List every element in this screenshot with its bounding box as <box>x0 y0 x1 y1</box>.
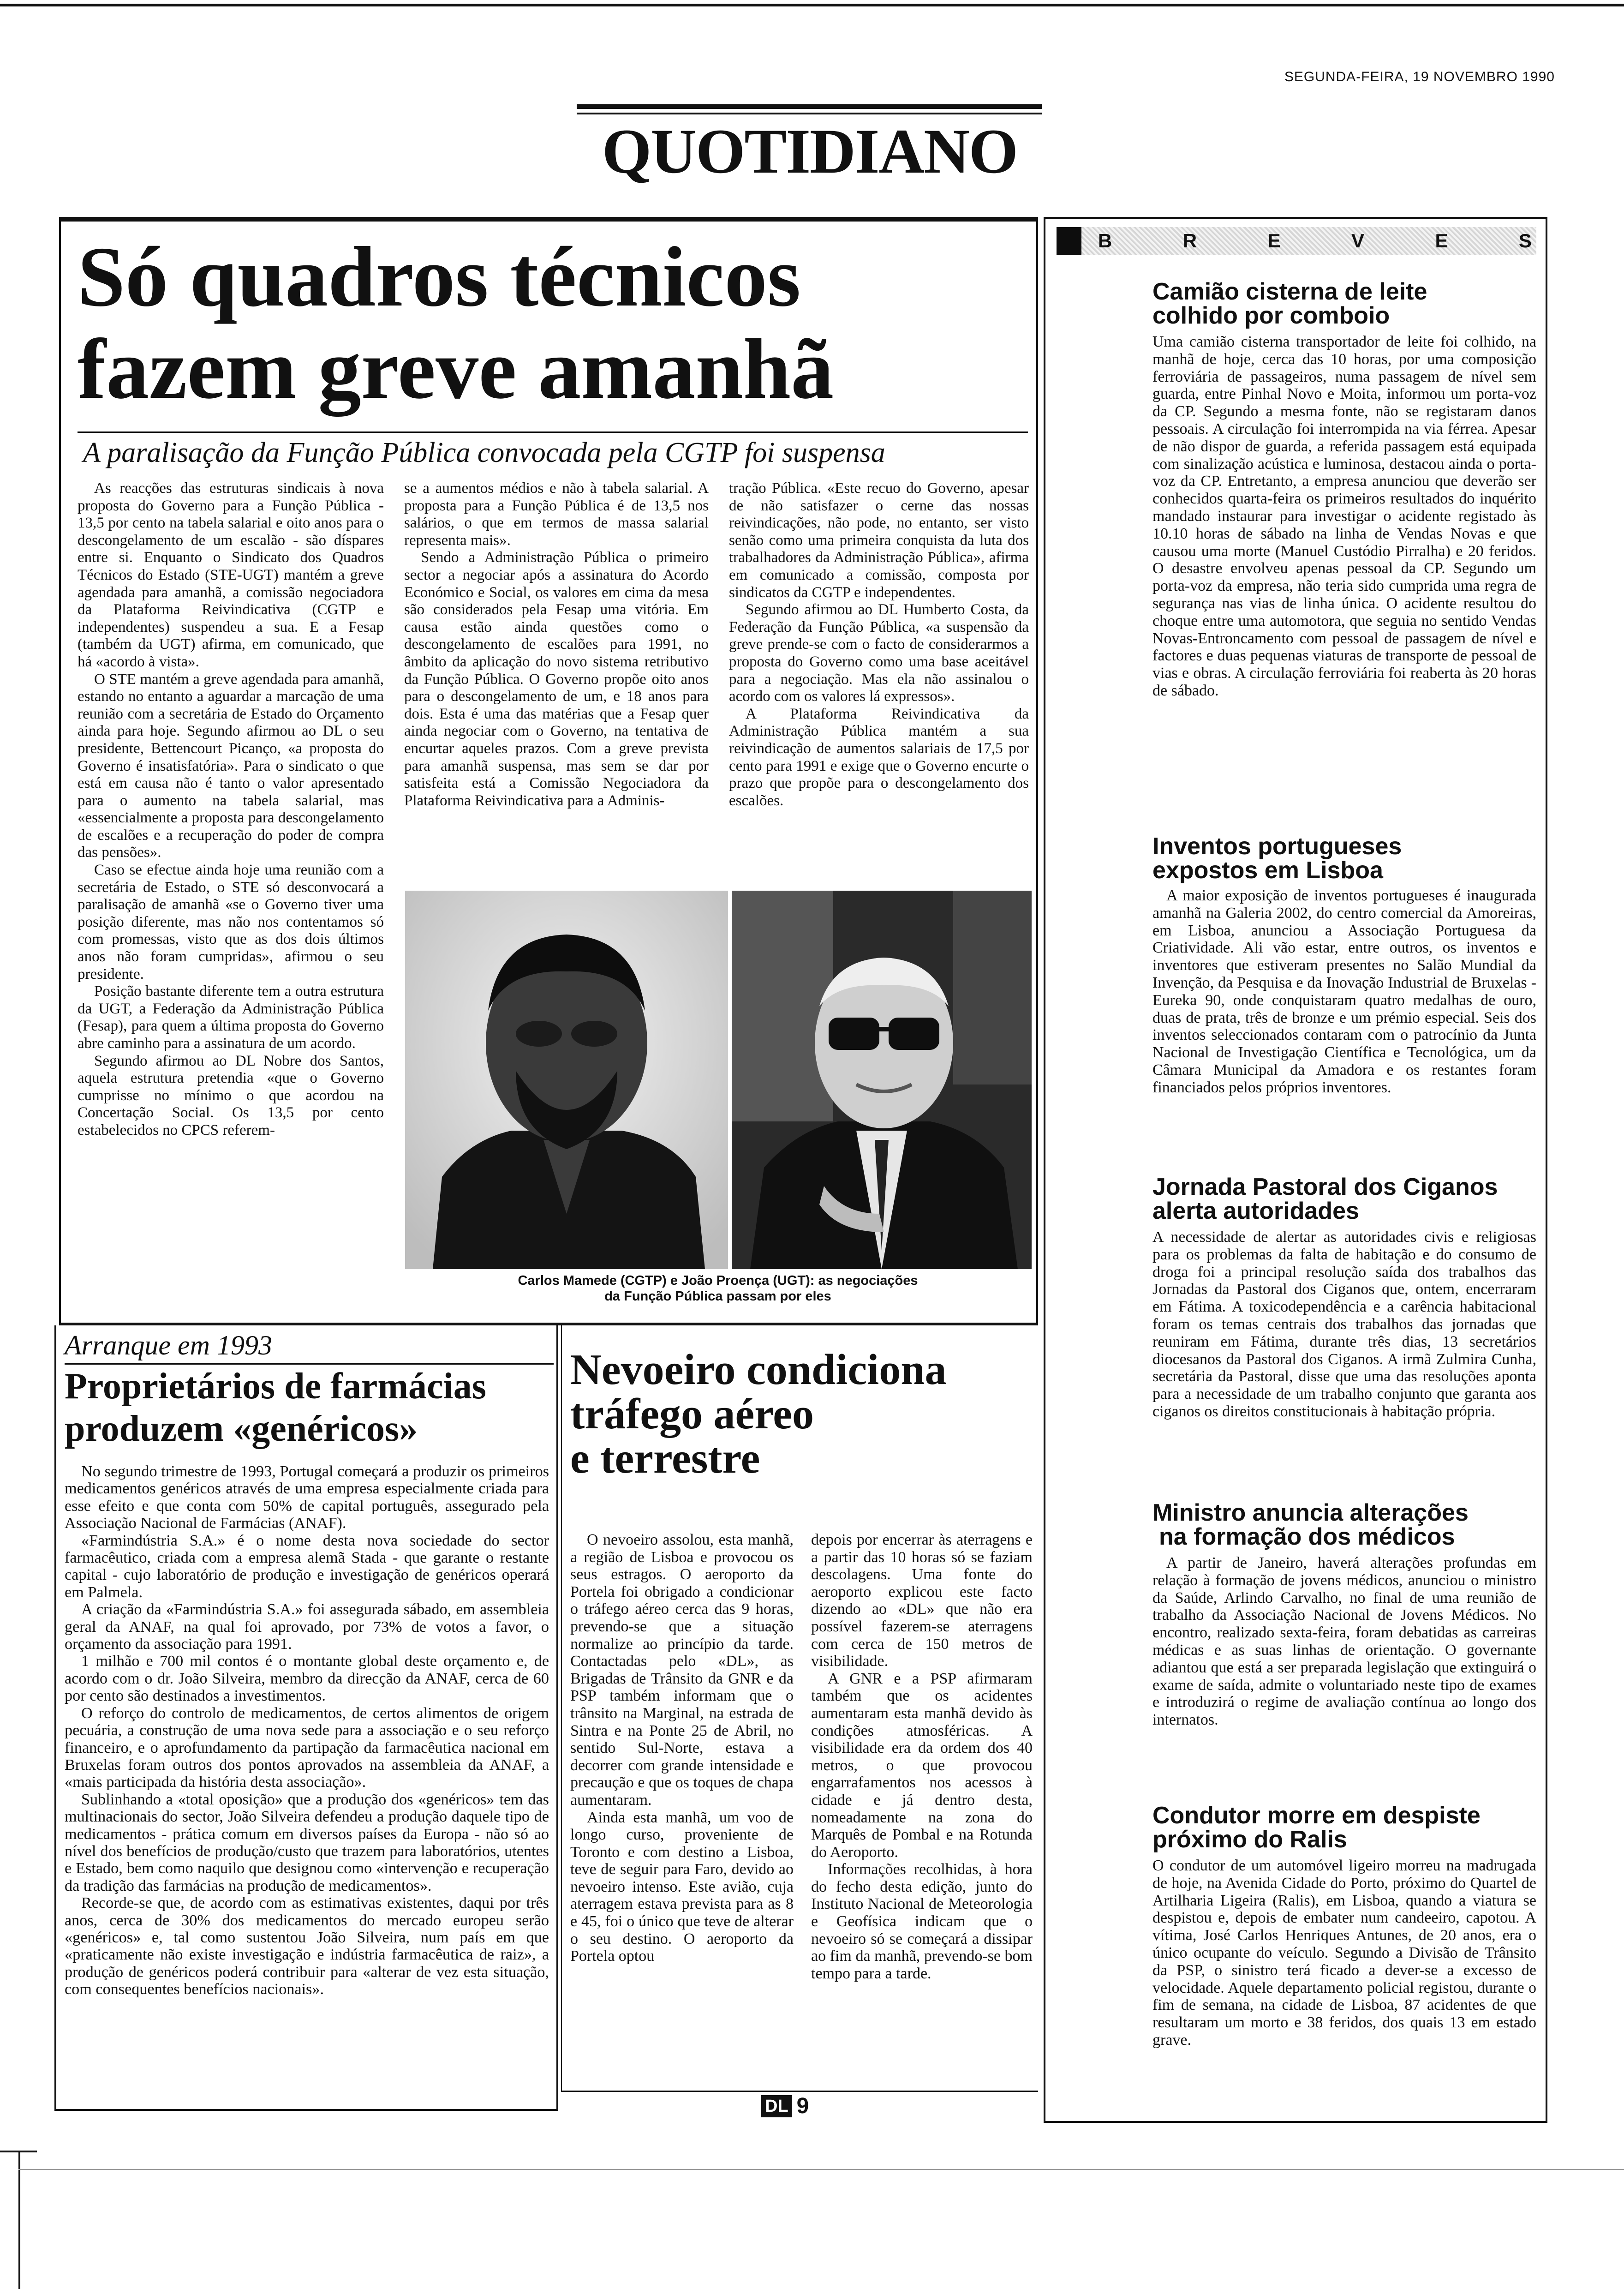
brief-title-line-1: Camião cisterna de leite <box>1152 278 1427 305</box>
brief-item <box>1152 834 1536 884</box>
masthead-rule-thin <box>577 113 1042 114</box>
paragraph: Recorde-se que, de acordo com as estimativas existentes, daqui por três anos, cerca de 30% dos medicamentos do mercado europeu serão «genéricos» e, tal como sustentou João Silveira, num país em que «praticamente não existe investigação e indústria farmacêutica de raiz», a produção de genéricos poderá contribuir para «alterar de vez esta situação, com consequentes benefícios nacionais». <box>65 1894 549 1998</box>
paragraph: A GNR e a PSP afirmaram também que os acidentes aumentaram esta manhã devido às condições atmosféricas. A visibilidade era da ordem dos 40 metros, o que provocou engarrafamentos nos acessos à cidade e já dentro desta, nomeadamente na zona do Marquês de Pombal e na Rotunda do Aeroporto. <box>811 1670 1033 1861</box>
main-story-column-2 <box>404 480 709 877</box>
breves-letter: R <box>1182 230 1197 252</box>
pharma-box-bottom <box>54 2109 558 2111</box>
brief-item <box>1152 280 1536 330</box>
brief-item <box>1152 1175 1536 1225</box>
paragraph: se a aumentos médios e não à tabela salarial. A proposta para a Função Pública é de 13,5 nos salários, o que em termos de massa salarial representa mais». <box>404 480 709 549</box>
brief-title-line-1: Jornada Pastoral dos Ciganos <box>1152 1174 1498 1200</box>
paragraph: 1 milhão e 700 mil contos é o montante global deste orçamento e, de acordo com o dr. João Silveira, membro da direcção da ANAF, cerca de 60 por cento são destinados a investimentos. <box>65 1653 549 1705</box>
paragraph: A partir de Janeiro, haverá alterações profundas em relação à formação de jovens médicos, anunciou o ministro da Saúde, Arlindo Carvalho, no final de uma reunião de trabalho da Associação Nacional de Jovens Médicos. No encontro, realizado sexta-feira, foram debatidas as carreiras médicas e as suas linhas de orientação. O governante adiantou que está a ser preparada legislação que extinguirá o exame de saída, admite o voluntariado neste tipo de exames e introduzirá o regime de avaliação contínua ao longo dos internatos. <box>1152 1554 1536 1729</box>
paragraph: tração Pública. «Este recuo do Governo, apesar de não satisfazer o cerne das nossas reivindicações, não pode, no entanto, ser visto senão como uma primeira conquista da luta dos trabalhadores da Administração Pública», afirma em comunicado a comissão, composta por sindicatos da CGTP e independentes. <box>729 480 1029 601</box>
paragraph: «Farmindústria S.A.» é o nome desta nova sociedade do sector farmacêutico, criada com a empresa alemã Stada - que garante o restante capital - cujo laboratório de produção e investigação de genéricos operará em Palmela. <box>65 1532 549 1601</box>
page-logo: DL <box>761 2095 792 2117</box>
brief-title-line-2: colhido por comboio <box>1152 302 1390 329</box>
brief-title <box>1152 280 1536 328</box>
main-story-column-1 <box>78 480 384 1264</box>
fog-headline <box>570 1348 1036 1480</box>
paragraph: Segundo afirmou ao DL Humberto Costa, da Federação da Função Pública, «a suspensão da greve prende-se com o facto de considerarmos a proposta do Governo como uma base aceitável para a negociação. Mas ela não assinalou o acordo com os valores lá expressos». <box>729 601 1029 705</box>
section-title: QUOTIDIANO <box>602 116 1018 186</box>
brief-title-line-2: na formação dos médicos <box>1159 1523 1455 1550</box>
fog-story-column-2 <box>811 1531 1033 2085</box>
main-subhead: A paralisação da Função Pública convocada pela CGTP foi suspensa <box>83 437 885 468</box>
breves-letter: E <box>1267 230 1281 252</box>
brief-body <box>1152 1554 1536 1790</box>
main-story-top-rule <box>59 217 1038 222</box>
breves-label-bar <box>1057 227 1536 255</box>
breves-box-right <box>1546 217 1547 2123</box>
paragraph: A maior exposição de inventos portugueses é inaugurada amanhã na Galeria 2002, do centro comercial da Amoreiras, em Lisboa, anunciou a Associação Portuguesa da Criatividade. Ali vão estar, entre outros, os inventos e inventores que estiveram presentes no Salão Mundial da Invenção, da Pesquisa e da Inovação Industrial de Bruxelas - Eureka 90, onde conquistaram quatro medalhas de ouro, duas de prata, três de bronze e um prémio especial. Seis dos inventos seleccionados contaram com o patrocínio da Junta Nacional de Investigação Científica e Tecnológica, um da Câmara Municipal da Amadora e os restantes foram financiados pelos próprios inventores. <box>1152 887 1536 1096</box>
breves-letter: V <box>1351 230 1365 252</box>
subhead-rule <box>78 431 1028 433</box>
brief-body <box>1152 1857 1536 2115</box>
breves-letter: B <box>1098 230 1112 252</box>
paragraph: Posição bastante diferente tem a outra estrutura da UGT, a Federação da Administração Pública (Fesap), para quem a última proposta do Governo abre caminho para a assinatura de um acordo. <box>78 983 384 1052</box>
paragraph: Sublinhando a «total oposição» que a produção dos «genéricos» tem das multinacionais do sector, João Silveira defendeu a produção daquele tipo de medicamentos - prática comum em diversos países da Europa - não só ao nível dos benefícios de produção/custo que trazem para laboratórios, utentes e Estado, bem como naquilo que designou como «intervenção e recuperação da tradição das farmácias na produção de medicamentos». <box>65 1791 549 1894</box>
main-story-column-3 <box>729 480 1029 877</box>
portrait-2-image <box>732 891 1032 1269</box>
brief-item <box>1152 1804 1536 1853</box>
issue-date: SEGUNDA-FEIRA, 19 NOVEMBRO 1990 <box>1284 69 1555 84</box>
paragraph: Uma camião cisterna transportador de leite foi colhido, na manhã de hoje, cerca das 10 horas, por uma composição ferroviária de passageiros, numa passagem de nível sem guarda, entre Pinhal Novo e Moita, informou um porta-voz da CP. Segundo a mesma fonte, não se registaram danos pessoais. A circulação foi interrompida na via férrea. Apesar de não dispor de guarda, a referida passagem está equipada com sinalização acústica e luminosa, destacou ainda o porta-voz da CP. Entretanto, a empresa anunciou que deverão ser conhecidos quarta-feira os primeiros resultados do inquérito mandado instaurar para investigar o acidente registado às 10.10 horas de sábado na linha de Vendas Novas e que causou uma morte (Manuel Custódio Pirralha) e 20 feridos. O desastre envolveu apenas pessoal da CP. Segundo um porta-voz da empresa, não teria sido cumprida uma regra de segurança nas vias de linha única. O acidente resultou do choque entre uma automotora, que seguia no sentido Vendas Novas-Entroncamento com pessoal de passagem de nível e factores e duas pequenas viaturas de transporte de pessoal de vias e obras. A circulação ferroviária foi reaberta às 20 horas de sábado. <box>1152 333 1536 699</box>
brief-title-line-2: alerta autoridades <box>1152 1198 1359 1224</box>
photo-carlos-mamede <box>405 891 728 1269</box>
photo-caption <box>404 1273 1032 1304</box>
brief-title-line-1: Condutor morre em despiste <box>1152 1802 1481 1829</box>
fog-bottom-rule <box>561 2091 1038 2092</box>
pharma-box-right <box>556 1325 558 2110</box>
paragraph: O reforço do controlo de medicamentos, de certos alimentos de origem pecuária, a construção de uma nova sede para a associação e o seu reforço financeiro, e o aprofundamento da partipação da farmacêutica nacional em Bruxelas foram outros dos pontos aprovados na assembleia da ANAF, a «mais participada da história desta associação». <box>65 1704 549 1791</box>
bottom-page-edge-line <box>18 2169 1624 2170</box>
breves-label-square <box>1057 227 1081 255</box>
brief-title <box>1152 1804 1536 1852</box>
pharma-kicker: Arranque em 1993 <box>65 1330 272 1360</box>
fog-column-divider <box>561 1325 562 2091</box>
brief-title-line-1: Ministro anuncia alterações <box>1152 1499 1469 1526</box>
brief-body <box>1152 887 1536 1164</box>
brief-title-line-1: Inventos portugueses <box>1152 833 1402 860</box>
paragraph: Segundo afirmou ao DL Nobre dos Santos, aquela estrutura pretendia «que o Governo cumprisse no mínimo o que acordou na Concertação Social. Os 13,5 por cento estabelecidos no CPCS referem- <box>78 1052 384 1139</box>
main-story-left-rule <box>59 217 61 1324</box>
photo-caption-line-1: Carlos Mamede (CGTP) e João Proença (UGT): as negociações <box>518 1273 918 1288</box>
lower-section-rule <box>59 1323 1038 1325</box>
kicker-rule <box>65 1363 554 1365</box>
page-number-block <box>761 2095 809 2119</box>
breves-letter: E <box>1435 230 1448 252</box>
top-page-edge-rule <box>0 4 1624 6</box>
brief-title-line-2: próximo do Ralis <box>1152 1826 1347 1853</box>
breves-box-bottom <box>1044 2121 1547 2123</box>
paragraph: No segundo trimestre de 1993, Portugal começará a produzir os primeiros medicamentos genéricos através de uma empresa especialmente criada para esse efeito e que conta com 50% de capital português, assegurado pela Associação Nacional de Farmácias (ANAF). <box>65 1463 549 1532</box>
paragraph: O condutor de um automóvel ligeiro morreu na madrugada de hoje, na Avenida Cidade do Porto, próximo do Quartel de Artilharia Ligeira (Ralis), em Lisboa, quando a viatura se despistou e, depois de embater num candeeiro, capotou. A vítima, José Carlos Henriques Antunes, de 20 anos, era o único ocupante do veículo. Segundo a Divisão de Trânsito da PSP, o sinistro terá ficado a dever-se a excesso de velocidade. Aquele departamento policial registou, durante o fim de semana, na cidade de Lisboa, 87 acidentes de que resultaram um morto e 38 feridos, dos quais 13 em estado grave. <box>1152 1857 1536 2049</box>
fog-headline-line-1: Nevoeiro condiciona <box>570 1346 947 1394</box>
paragraph: Sendo a Administração Pública o primeiro sector a negociar após a assinatura do Acordo Económico e Social, os valores em cima da mesa são considerados pela Fesap uma vitória. Em causa estão ainda questões como o descongelamento de escalões para 1991, no âmbito da aplicação do novo sistema retributivo da Função Pública. O Governo propõe oito anos para o descongelamento de um, e 18 anos para dois. Esta é uma das matérias que a Fesap quer ainda negociar com o Governo, na tentativa de encurtar aqueles prazos. Com a greve prevista para amanhã suspensa, mas sem se dar por satisfeita está a Comissão Negociadora da Plataforma Reivindicativa para a Adminis- <box>404 549 709 809</box>
breves-label <box>1098 230 1532 252</box>
photo-joao-proenca <box>732 891 1032 1269</box>
brief-item <box>1152 1501 1536 1551</box>
breves-box-left <box>1044 217 1045 2123</box>
brief-body <box>1152 333 1536 822</box>
pharma-story-body <box>65 1463 549 2104</box>
paragraph: A criação da «Farmindústria S.A.» foi assegurada sábado, em assembleia geral da ANAF, na qual foi aprovado, por 73% de votos a favor, o orçamento da associação para 1991. <box>65 1601 549 1653</box>
main-story-right-rule <box>1036 217 1038 1324</box>
main-headline-line-1: Só quadros técnicos <box>78 229 801 324</box>
photo-caption-line-2: da Função Pública passam por eles <box>604 1289 831 1304</box>
fog-headline-line-2: tráfego aéreo <box>570 1390 814 1438</box>
breves-box-top <box>1044 217 1547 219</box>
paragraph: O STE mantém a greve agendada para amanhã, estando no entanto a aguardar a marcação de uma reunião com a secretária de Estado do Orçamento ainda para hoje. Segundo afirmou ao DL o seu presidente, Bettencourt Picanço, «a proposta do Governo é insatisfatória». Para o sindicato o que está em causa não é tanto o valor apresentado para o aumento na tabela salarial, mas «essencialmente a proposta para descongelamento de escalões e a recuperação do poder de compra das pensões». <box>78 671 384 861</box>
brief-title-line-2: expostos em Lisboa <box>1152 857 1383 884</box>
paragraph: Informações recolhidas, à hora do fecho desta edição, junto do Instituto Nacional de Meteorologia e Geofísica indicam que o nevoeiro só se começará a dissipar ao fim da manhã, prevendo-se bom tempo para a tarde. <box>811 1861 1033 1982</box>
pharma-headline-line-1: Proprietários de farmácias <box>65 1366 486 1407</box>
paragraph: A Plataforma Reivindicativa da Administração Pública mantém a sua reivindicação de aumentos salariais de 17,5 por cento para 1991 e exige que o Governo encurte o prazo que propõe para o descongelamento dos escalões. <box>729 705 1029 809</box>
paragraph: O nevoeiro assolou, esta manhã, a região de Lisboa e provocou os seus estragos. O aeroporto da Portela foi obrigado a condicionar o tráfego aéreo cerca das 9 horas, prevendo-se que a situação normalize ao princípio da tarde. Contactadas pelo «DL», as Brigadas de Trânsito da GNR e da PSP também informam que o trânsito na Marginal, na estrada de Sintra e na Ponte 25 de Abril, no sentido Sul-Norte, estava a decorrer com grande intensidade e precaução e que os toques de chapa aumentaram. <box>570 1531 794 1809</box>
paragraph: Caso se efectue ainda hoje uma reunião com a secretária de Estado, o STE só desconvocará a paralisação de amanhã «se o Governo tiver uma posição diferente, mas não nos contentamos só com promessas, visto que as dos dois últimos anos não foram cumpridas», afirmou o seu presidente. <box>78 862 384 983</box>
fog-story-column-1 <box>570 1531 794 2085</box>
paragraph: As reacções das estruturas sindicais à nova proposta do Governo para a Função Pública - 13,5 por cento na tabela salarial e oito anos para o descongelamento de um escalão - são díspares entre si. Enquanto o Sindicato dos Quadros Técnicos do Estado (STE-UGT) mantém a greve agendada para amanhã, a comissão negociadora da Plataforma Reivindicativa (CGTP e independentes) suspendeu a sua. E a Fesap (também da UGT) afirma, em comunicado, que há «acordo à vista». <box>78 480 384 670</box>
pharma-box-left <box>54 1325 56 2110</box>
brief-body <box>1152 1228 1536 1487</box>
page-number: 9 <box>796 2094 809 2118</box>
left-page-edge-line <box>18 2151 20 2289</box>
fog-headline-line-3: e terrestre <box>570 1434 760 1482</box>
pharma-headline <box>65 1365 554 1450</box>
portrait-1-image <box>405 891 728 1269</box>
paragraph: Ainda esta manhã, um voo de longo curso, proveniente de Toronto e com destino a Lisboa, teve de seguir para Faro, devido ao nevoeiro intenso. Este avião, cuja aterragem estava prevista para as 8 e 45, foi o único que teve de alterar o seu destino. O aeroporto da Portela optou <box>570 1809 794 1965</box>
brief-title <box>1152 1501 1536 1549</box>
main-headline <box>78 231 1028 415</box>
brief-title <box>1152 834 1536 882</box>
masthead-rule-top <box>577 104 1042 109</box>
paragraph: depois por encerrar às aterragens e a partir das 10 horas só se faziam descolagens. Uma fonte do aeroporto explicou este facto dizendo ao «DL» que não era possível fazerem-se aterragens com cerca de 150 metros de visibilidade. <box>811 1531 1033 1670</box>
breves-letter: S <box>1518 230 1532 252</box>
pharma-headline-line-2: produzem «genéricos» <box>65 1408 418 1449</box>
main-headline-line-2: fazem greve amanhã <box>78 322 834 417</box>
brief-title <box>1152 1175 1536 1223</box>
paragraph: A necessidade de alertar as autoridades civis e religiosas para os problemas da falta de habitação e do consumo de droga foi a principal resolução saída dos trabalhos das Jornadas da Pastoral dos Ciganos que, ontem, encerraram em Fátima. A toxicodependência e a carência habitacional foram os temas centrais dos trabalhos das jornadas que reuniram em Fátima, durante três dias, 13 secretários diocesanos da Pastoral dos Ciganos. A irmã Zulmira Cunha, secretária da Pastoral, disse que uma das resoluções aponta para a necessidade de um trabalho conjunto que garanta aos ciganos os direitos constitucionais à habitação própria. <box>1152 1228 1536 1420</box>
